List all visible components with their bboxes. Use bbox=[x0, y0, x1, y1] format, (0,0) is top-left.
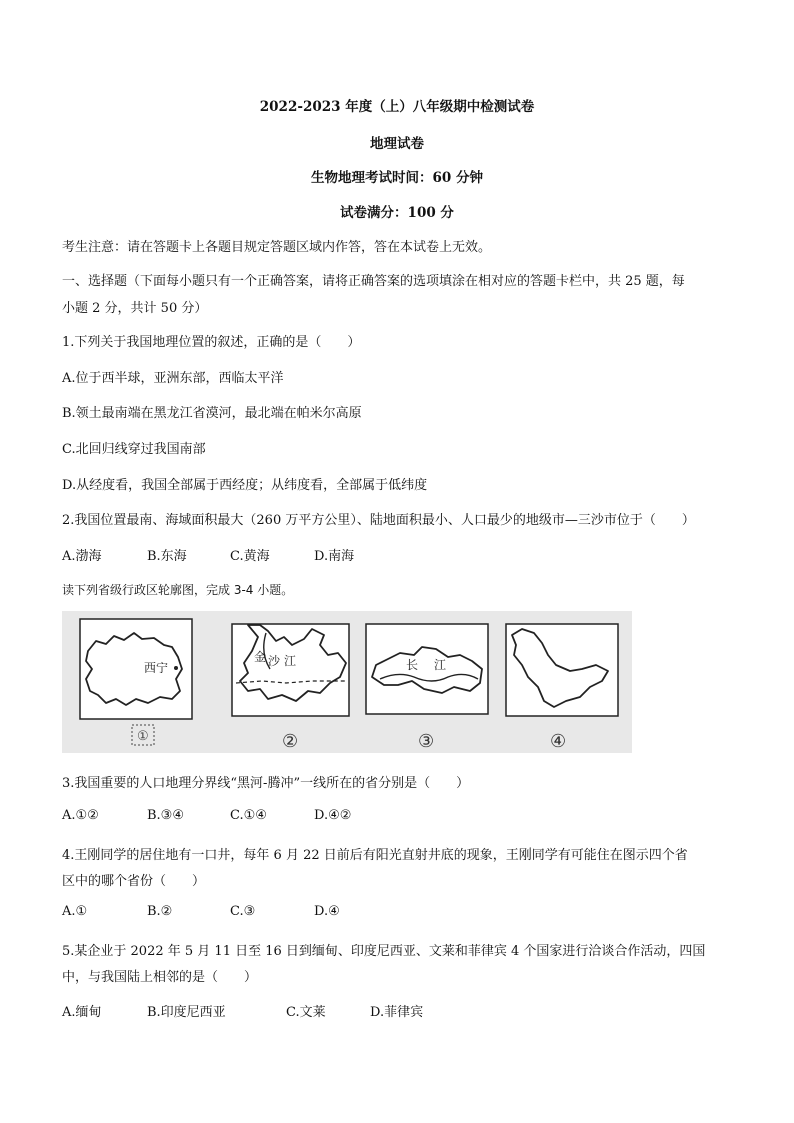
question-3-option-a: A.①② bbox=[62, 808, 99, 823]
question-3-stem: 3.我国重要的人口地理分界线“黑河-腾冲”一线所在的省分别是（ ） bbox=[62, 776, 470, 791]
question-4-option-d: D.④ bbox=[314, 904, 340, 919]
subject-title: 地理试卷 bbox=[370, 136, 424, 152]
question-2-option-a: A.渤海 bbox=[62, 549, 102, 564]
label-chang-2: 江 bbox=[434, 658, 447, 672]
question-2-option-c: C.黄海 bbox=[230, 549, 270, 564]
question-2-stem: 2.我国位置最南、海域面积最大（260 万平方公里）、陆地面积最小、人口最少的地级市—三沙市位于（ ） bbox=[62, 513, 695, 528]
question-4-option-b: B.② bbox=[147, 904, 173, 919]
question-5-option-d: D.菲律宾 bbox=[370, 1005, 424, 1020]
question-4-option-c: C.③ bbox=[230, 904, 256, 919]
candidate-notice: 考生注意：请在答题卡上各题目规定答题区域内作答，答在本试卷上无效。 bbox=[62, 240, 492, 255]
label-jinsha-3: 江 bbox=[284, 654, 297, 668]
question-1-option-b: B.领土最南端在黑龙江省漠河，最北端在帕米尔高原 bbox=[62, 406, 362, 421]
question-1-option-d: D.从经度看，我国全部属于西经度；从纬度看，全部属于低纬度 bbox=[62, 478, 428, 493]
question-3-options bbox=[62, 808, 462, 826]
question-5-options bbox=[62, 1001, 482, 1019]
question-1-option-a: A.位于西半球，亚洲东部，西临太平洋 bbox=[62, 371, 284, 386]
exam-title: 2022-2023 年度（上）八年级期中检测试卷 bbox=[259, 99, 535, 115]
question-4-options bbox=[62, 904, 462, 922]
map-1-qinghai bbox=[80, 619, 192, 745]
label-chang-1: 长 bbox=[406, 658, 419, 672]
exam-time: 生物地理考试时间：60 分钟 bbox=[311, 170, 483, 186]
full-score: 试卷满分：100 分 bbox=[340, 205, 454, 221]
question-5-option-b: B.印度尼西亚 bbox=[147, 1005, 226, 1020]
map-4-heilongjiang bbox=[506, 624, 618, 752]
map-number-4: ④ bbox=[550, 731, 567, 752]
question-4-option-a: A.① bbox=[62, 904, 88, 919]
map-number-2: ② bbox=[282, 731, 299, 752]
section-heading-line1: 一、选择题（下面每小题只有一个正确答案，请将正确答案的选项填涂在相对应的答题卡栏中，共 25 题，每 bbox=[62, 274, 685, 289]
map-number-1: ① bbox=[137, 729, 149, 744]
question-5-option-c: C.文莱 bbox=[286, 1005, 326, 1020]
map-3-hubei bbox=[366, 624, 488, 752]
map-2-yunnan bbox=[232, 624, 349, 752]
map-intro: 读下列省级行政区轮廓图，完成 3-4 小题。 bbox=[62, 583, 294, 597]
section-heading-line2: 小题 2 分，共计 50 分） bbox=[62, 301, 208, 316]
question-1-option-c: C.北回归线穿过我国南部 bbox=[62, 442, 206, 457]
province-outline-figure bbox=[62, 611, 632, 753]
question-4-stem-line2: 区中的哪个省份（ ） bbox=[62, 874, 206, 889]
question-5-stem-line2: 中，与我国陆上相邻的是（ ） bbox=[62, 970, 258, 985]
question-3-option-b: B.③④ bbox=[147, 808, 184, 823]
question-1-stem: 1.下列关于我国地理位置的叙述，正确的是（ ） bbox=[62, 335, 361, 350]
label-jinsha-1: 金 bbox=[254, 650, 267, 664]
map-number-3: ③ bbox=[418, 731, 435, 752]
question-5-option-a: A.缅甸 bbox=[62, 1005, 102, 1020]
question-5-stem-line1: 5.某企业于 2022 年 5 月 11 日至 16 日到缅甸、印度尼西亚、文莱和菲律宾 4 个国家进行洽谈合作活动，四国 bbox=[62, 944, 706, 959]
label-xining: 西宁 bbox=[144, 661, 169, 675]
question-2-option-d: D.南海 bbox=[314, 549, 355, 564]
question-4-stem-line1: 4.王刚同学的居住地有一口井，每年 6 月 22 日前后有阳光直射井底的现象，王刚同学有可能住在图示四个省 bbox=[62, 848, 688, 863]
label-jinsha-2: 沙 bbox=[268, 654, 281, 668]
question-2-option-b: B.东海 bbox=[147, 549, 187, 564]
question-3-option-d: D.④② bbox=[314, 808, 352, 823]
question-2-options bbox=[62, 545, 462, 563]
question-3-option-c: C.①④ bbox=[230, 808, 267, 823]
